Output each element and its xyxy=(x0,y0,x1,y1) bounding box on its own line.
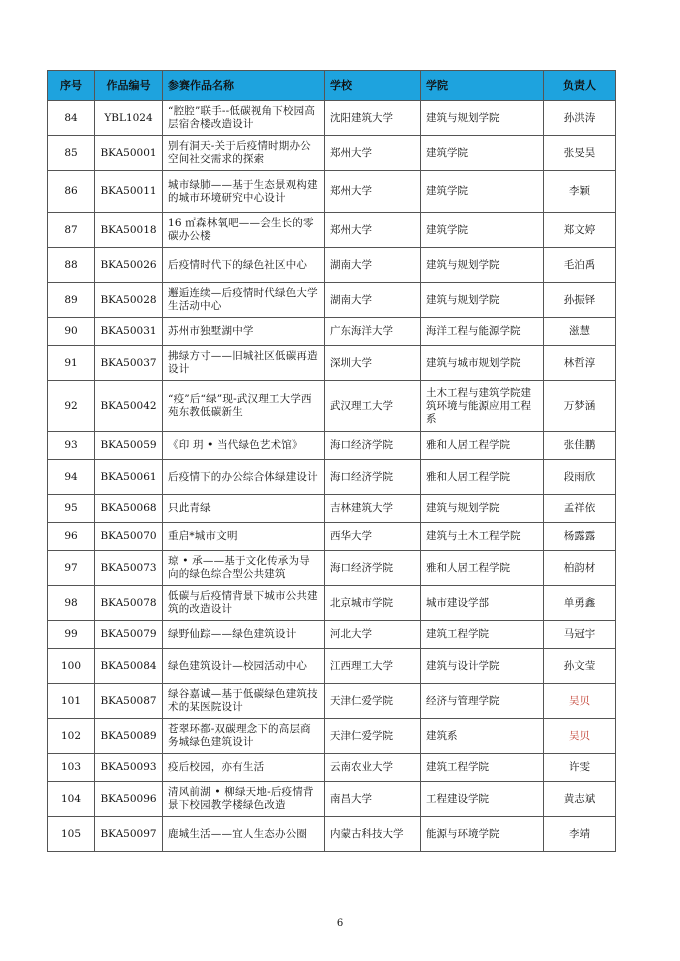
row-code: BKA50059 xyxy=(95,432,163,460)
header-leader: 负责人 xyxy=(544,71,616,101)
row-number: 103 xyxy=(48,754,95,782)
row-title: 城市绿肺——基于生态景观构建的城市环境研究中心设计 xyxy=(163,171,325,213)
row-number: 101 xyxy=(48,684,95,719)
table-row xyxy=(48,782,616,817)
row-number: 95 xyxy=(48,495,95,523)
row-college: 建筑与规划学院 xyxy=(421,495,544,523)
row-number: 99 xyxy=(48,621,95,649)
row-title: 后疫情下的办公综合体绿建设计 xyxy=(163,460,325,495)
row-college: 建筑学院 xyxy=(421,136,544,171)
table-row xyxy=(48,621,616,649)
row-leader: 张佳鹏 xyxy=(544,432,616,460)
row-title: 只此青绿 xyxy=(163,495,325,523)
row-school: 南昌大学 xyxy=(325,782,421,817)
row-title: 邂逅连续—后疫情时代绿色大学生活动中心 xyxy=(163,283,325,318)
row-code: BKA50018 xyxy=(95,213,163,248)
table-row xyxy=(48,346,616,381)
row-code: BKA50042 xyxy=(95,381,163,432)
row-title: 16 ㎡森林氧吧——会生长的零碳办公楼 xyxy=(163,213,325,248)
table-row xyxy=(48,649,616,684)
row-college: 经济与管理学院 xyxy=(421,684,544,719)
row-title: “腔腔”联手--低碳视角下校园高层宿舍楼改造设计 xyxy=(163,101,325,136)
row-school: 沈阳建筑大学 xyxy=(325,101,421,136)
header-title: 参赛作品名称 xyxy=(163,71,325,101)
row-title: 重启*城市文明 xyxy=(163,523,325,551)
table-row xyxy=(48,754,616,782)
row-leader: 毛泊禹 xyxy=(544,248,616,283)
row-leader: 林哲淳 xyxy=(544,346,616,381)
row-school: 海口经济学院 xyxy=(325,551,421,586)
row-school: 海口经济学院 xyxy=(325,432,421,460)
row-code: BKA50068 xyxy=(95,495,163,523)
row-college: 建筑学院 xyxy=(421,171,544,213)
row-number: 93 xyxy=(48,432,95,460)
row-title: 绿野仙踪——绿色建筑设计 xyxy=(163,621,325,649)
row-title: 苏州市独墅湖中学 xyxy=(163,318,325,346)
row-title: “疫”后“绿”现-武汉理工大学西苑东教低碳新生 xyxy=(163,381,325,432)
row-college: 建筑工程学院 xyxy=(421,754,544,782)
row-school: 郑州大学 xyxy=(325,136,421,171)
row-college: 建筑学院 xyxy=(421,213,544,248)
row-code: BKA50084 xyxy=(95,649,163,684)
row-number: 105 xyxy=(48,817,95,852)
table-row xyxy=(48,432,616,460)
row-college: 雅和人居工程学院 xyxy=(421,432,544,460)
row-number: 89 xyxy=(48,283,95,318)
row-number: 86 xyxy=(48,171,95,213)
row-school: 天津仁爱学院 xyxy=(325,684,421,719)
row-leader: 马冠宇 xyxy=(544,621,616,649)
row-number: 96 xyxy=(48,523,95,551)
table-row xyxy=(48,551,616,586)
row-school: 深圳大学 xyxy=(325,346,421,381)
row-leader: 李颖 xyxy=(544,171,616,213)
row-leader: 黄志斌 xyxy=(544,782,616,817)
row-code: BKA50097 xyxy=(95,817,163,852)
row-number: 85 xyxy=(48,136,95,171)
row-college: 建筑与城市规划学院 xyxy=(421,346,544,381)
row-college: 工程建设学院 xyxy=(421,782,544,817)
row-code: BKA50093 xyxy=(95,754,163,782)
row-college: 建筑与土木工程学院 xyxy=(421,523,544,551)
row-code: BKA50031 xyxy=(95,318,163,346)
row-code: BKA50079 xyxy=(95,621,163,649)
row-leader: 滋慧 xyxy=(544,318,616,346)
row-leader: 张旻昊 xyxy=(544,136,616,171)
row-leader: 杨露露 xyxy=(544,523,616,551)
row-college: 建筑工程学院 xyxy=(421,621,544,649)
row-school: 湖南大学 xyxy=(325,283,421,318)
row-college: 建筑与规划学院 xyxy=(421,248,544,283)
table-header-row xyxy=(48,71,616,101)
row-leader: 柏韵材 xyxy=(544,551,616,586)
row-number: 90 xyxy=(48,318,95,346)
row-school: 湖南大学 xyxy=(325,248,421,283)
table-row xyxy=(48,719,616,754)
row-college: 建筑与规划学院 xyxy=(421,101,544,136)
row-title: 别有洞天-关于后疫情时期办公空间社交需求的探索 xyxy=(163,136,325,171)
table-row xyxy=(48,248,616,283)
row-title: 苍翠环都-双碳理念下的高层商务城绿色建筑设计 xyxy=(163,719,325,754)
table-row xyxy=(48,495,616,523)
row-school: 郑州大学 xyxy=(325,213,421,248)
row-leader: 许雯 xyxy=(544,754,616,782)
row-title: 清风前湖 • 柳绿天地-后疫情背景下校园教学楼绿色改造 xyxy=(163,782,325,817)
table-row xyxy=(48,318,616,346)
row-number: 94 xyxy=(48,460,95,495)
row-school: 郑州大学 xyxy=(325,171,421,213)
row-code: BKA50011 xyxy=(95,171,163,213)
row-school: 北京城市学院 xyxy=(325,586,421,621)
row-number: 88 xyxy=(48,248,95,283)
row-college: 雅和人居工程学院 xyxy=(421,460,544,495)
row-school: 武汉理工大学 xyxy=(325,381,421,432)
row-leader: 吴贝 xyxy=(544,684,616,719)
table-row xyxy=(48,460,616,495)
table-row xyxy=(48,136,616,171)
row-school: 内蒙古科技大学 xyxy=(325,817,421,852)
header-code: 作品编号 xyxy=(95,71,163,101)
row-code: BKA50001 xyxy=(95,136,163,171)
table-row xyxy=(48,586,616,621)
row-number: 100 xyxy=(48,649,95,684)
row-title: 琼 • 承——基于文化传承为导向的绿色综合型公共建筑 xyxy=(163,551,325,586)
table-body xyxy=(48,101,616,852)
row-leader: 孟祥依 xyxy=(544,495,616,523)
row-school: 西华大学 xyxy=(325,523,421,551)
table-row xyxy=(48,283,616,318)
table-row xyxy=(48,684,616,719)
row-leader: 段雨欣 xyxy=(544,460,616,495)
row-leader: 孙文莹 xyxy=(544,649,616,684)
row-number: 102 xyxy=(48,719,95,754)
row-leader: 单勇鑫 xyxy=(544,586,616,621)
header-college: 学院 xyxy=(421,71,544,101)
row-code: BKA50096 xyxy=(95,782,163,817)
row-number: 104 xyxy=(48,782,95,817)
row-code: BKA50026 xyxy=(95,248,163,283)
row-code: BKA50078 xyxy=(95,586,163,621)
row-school: 广东海洋大学 xyxy=(325,318,421,346)
row-number: 97 xyxy=(48,551,95,586)
row-college: 建筑与规划学院 xyxy=(421,283,544,318)
row-college: 海洋工程与能源学院 xyxy=(421,318,544,346)
row-school: 海口经济学院 xyxy=(325,460,421,495)
row-leader: 吴贝 xyxy=(544,719,616,754)
table-row xyxy=(48,381,616,432)
row-college: 城市建设学部 xyxy=(421,586,544,621)
row-school: 天津仁爱学院 xyxy=(325,719,421,754)
row-leader: 郑文婷 xyxy=(544,213,616,248)
row-leader: 孙洪涛 xyxy=(544,101,616,136)
table-row xyxy=(48,817,616,852)
row-title: 绿谷嘉诚—基于低碳绿色建筑技术的某医院设计 xyxy=(163,684,325,719)
row-number: 91 xyxy=(48,346,95,381)
row-college: 建筑与设计学院 xyxy=(421,649,544,684)
row-school: 云南农业大学 xyxy=(325,754,421,782)
row-leader: 孙振铎 xyxy=(544,283,616,318)
row-code: BKA50070 xyxy=(95,523,163,551)
page-number: 6 xyxy=(336,918,344,929)
table-row xyxy=(48,213,616,248)
row-leader: 万梦涵 xyxy=(544,381,616,432)
row-number: 98 xyxy=(48,586,95,621)
row-school: 江西理工大学 xyxy=(325,649,421,684)
row-title: 疫后校园，亦有生活 xyxy=(163,754,325,782)
row-college: 建筑系 xyxy=(421,719,544,754)
table-row xyxy=(48,523,616,551)
row-number: 84 xyxy=(48,101,95,136)
row-code: BKA50073 xyxy=(95,551,163,586)
row-college: 土木工程与建筑学院建筑环境与能源应用工程系 xyxy=(421,381,544,432)
row-number: 92 xyxy=(48,381,95,432)
row-title: 后疫情时代下的绿色社区中心 xyxy=(163,248,325,283)
row-title: 低碳与后疫情背景下城市公共建筑的改造设计 xyxy=(163,586,325,621)
row-code: BKA50037 xyxy=(95,346,163,381)
header-no: 序号 xyxy=(48,71,95,101)
row-school: 河北大学 xyxy=(325,621,421,649)
row-college: 雅和人居工程学院 xyxy=(421,551,544,586)
table-row xyxy=(48,101,616,136)
row-school: 吉林建筑大学 xyxy=(325,495,421,523)
row-college: 能源与环境学院 xyxy=(421,817,544,852)
row-code: YBL1024 xyxy=(95,101,163,136)
award-table xyxy=(47,70,616,852)
row-code: BKA50089 xyxy=(95,719,163,754)
row-code: BKA50087 xyxy=(95,684,163,719)
row-title: 拂绿方寸——旧城社区低碳再造设计 xyxy=(163,346,325,381)
table-row xyxy=(48,171,616,213)
row-code: BKA50061 xyxy=(95,460,163,495)
row-title: 鹿城生活——宜人生态办公圈 xyxy=(163,817,325,852)
row-number: 87 xyxy=(48,213,95,248)
row-title: 绿色建筑设计—校园活动中心 xyxy=(163,649,325,684)
row-title: 《印 玥 • 当代绿色艺术馆》 xyxy=(163,432,325,460)
header-school: 学校 xyxy=(325,71,421,101)
row-code: BKA50028 xyxy=(95,283,163,318)
row-leader: 李靖 xyxy=(544,817,616,852)
